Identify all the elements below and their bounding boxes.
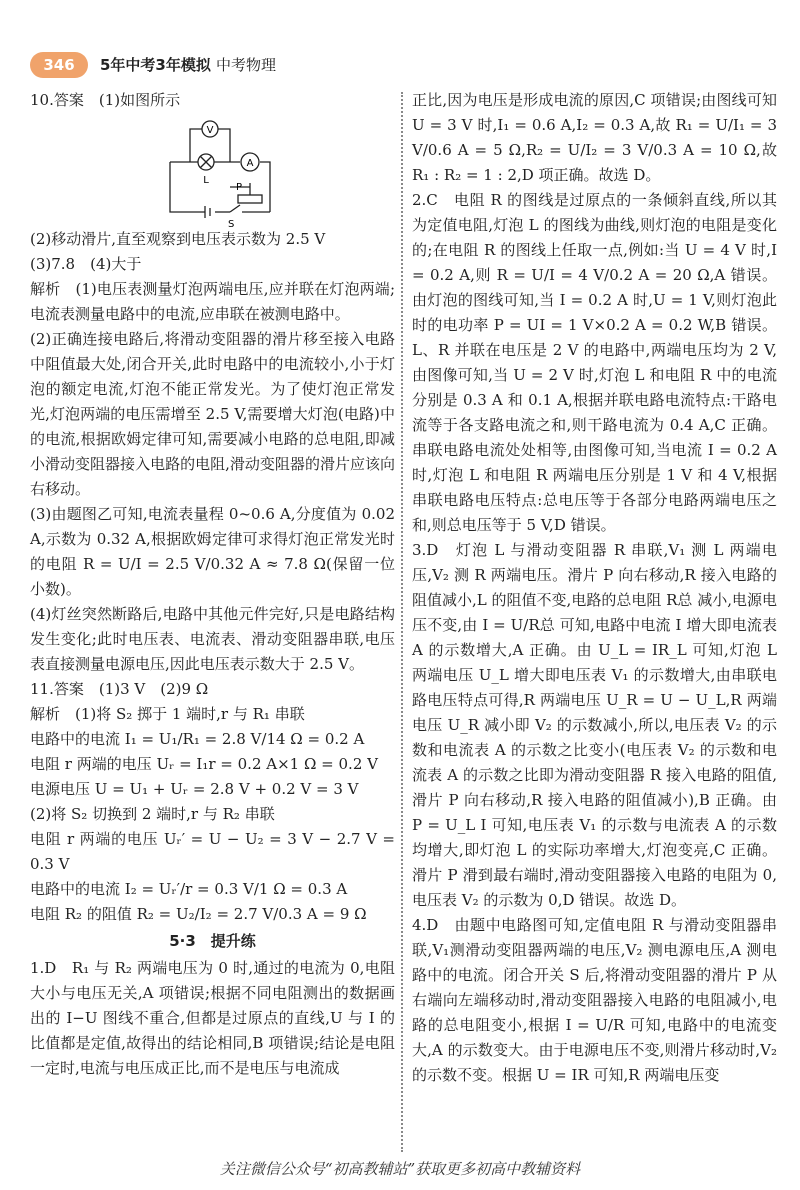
q1-continued: 正比,因为电压是形成电流的原因,C 项错误;由图线可知 U = 3 V 时,I₁ = 0.6 A,I₂ = 0.3 A,故 R₁ = U/I₁ = 3 V/0.6 A = 5 Ω,R₂ = U/I₂ = 3 V/0.3 A = 10 Ω,故 R₁ : R₂ = 1 : 2,D 项正确。故选 D。	[412, 91, 777, 184]
q11-analysis-1: 解析 (1)将 S₂ 掷于 1 端时,r 与 R₁ 串联	[30, 705, 305, 723]
ammeter-symbol: A	[246, 158, 254, 169]
q10-answer: 10.答案 (1)如图所示	[30, 91, 181, 109]
q4-answer: 4.D 由题中电路图可知,定值电阻 R 与滑动变阻器串联,V₁测滑动变阻器两端的电压,V₂ 测电源电压,A 测电路中的电流。闭合开关 S 后,将滑动变阻器的滑片 P 从右端向左端移动时,滑动变阻器接入电路的电阻减小,电路的总电阻变小,根据 I = U/R 可知,电路中的电流变大,A 的示数变大。由于电源电压不变,则滑片移动时,V₂ 的示数不变。根据 U = IR 可知,R 两端电压变	[412, 916, 777, 1084]
q11-line-current1: 电路中的电流 I₁ = U₁/R₁ = 2.8 V/14 Ω = 0.2 A	[30, 730, 365, 748]
column-divider	[401, 92, 403, 1152]
circuit-diagram	[160, 117, 280, 230]
q11-line-r2: 电阻 R₂ 的阻值 R₂ = U₂/I₂ = 2.7 V/0.3 A = 9 Ω	[30, 905, 367, 923]
q11-line-u: 电源电压 U = U₁ + Uᵣ = 2.8 V + 0.2 V = 3 V	[30, 780, 359, 798]
q11-analysis-2: (2)将 S₂ 切换到 2 端时,r 与 R₂ 串联	[30, 805, 275, 823]
q2-answer: 2.C 电阻 R 的图线是过原点的一条倾斜直线,所以其为定值电阻,灯泡 L 的图线为曲线,则灯泡的电阻是变化的;在电阻 R 的图线上任取一点,例如:当 U = 4 V 时,I = 0.2 A,则 R = U/I = 4 V/0.2 A = 20 Ω,A 错误。由灯泡的图线可知,当 I = 0.2 A 时,U = 1 V,则灯泡此时的电功率 P = UI = 1 V×0.2 A = 0.2 W,B 错误。L、R 并联在电压是 2 V 的电路中,两端电压均为 2 V,由图像可知,当 U = 2 V 时,灯泡 L 和电阻 R 中的电流分别是 0.3 A 和 0.1 A,根据并联电路电流特点:干路电流等于各支路电流之和,则干路电流为 0.4 A,C 正确。串联电路电流处处相等,由图像可知,当电流 I = 0.2 A 时,灯泡 L 和电阻 R 两端电压分别是 1 V 和 4 V,根据串联电路电压特点:总电压等于各部分电路两端电压之和,则总电压等于 5 V,D 错误。	[412, 191, 777, 534]
q10-analysis-3: (3)由题图乙可知,电流表量程 0~0.6 A,分度值为 0.02 A,示数为 0.32 A,根据欧姆定律可求得灯泡正常发光时的电阻 R = U/I = 2.5 V/0.32 A ≈ 7.8 Ω(保留一位小数)。	[30, 505, 395, 598]
page-number-badge: 346	[30, 52, 88, 78]
lamp-label: L	[203, 175, 209, 186]
q10-analysis-4: (4)灯丝突然断路后,电路中其他元件完好,只是电路结构发生变化;此时电压表、电流表、滑动变阻器串联,电压表直接测量电源电压,因此电压表示数大于 2.5 V。	[30, 605, 395, 673]
book-subject: 中考物理	[216, 56, 277, 74]
book-title: 5年中考3年模拟	[100, 56, 211, 74]
voltmeter-symbol: V	[206, 125, 214, 136]
q3-answer: 3.D 灯泡 L 与滑动变阻器 R 串联,V₁ 测 L 两端电压,V₂ 测 R 两端电压。滑片 P 向右移动,R 接入电路的阻值减小,L 的阻值不变,电路的总电阻 R总 减小,电源电压不变,由 I = U/R总 可知,电路中电流 I 增大即电流表 A 的示数增大,A 正确。由 U_L = IR_L 可知,灯泡 L 两端电压 U_L 增大即电压表 V₁ 的示数增大,由串联电路电压特点可得,R 两端电压 U_R = U − U_L,R 两端电压 U_R 减小即 V₂ 的示数减小,所以,电压表 V₂ 的示数和电流表 A 的示数之比变小(电压表 V₂ 的示数和电流表 A 的示数之比即为滑动变阻器 R 接入电路的阻值,滑片 P 向右移动,R 接入电路的阻值减小),B 正确。由 P = U_L I 可知,电压表 V₁ 的示数与电流表 A 的示数均增大,即灯泡 L 的实际功率增大,灯泡变亮,C 正确。滑片 P 滑到最右端时,滑动变阻器接入电路的电阻为 0,电压表 V₂ 的示数为 0,D 错误。故选 D。	[412, 541, 777, 909]
q11-line-current2: 电路中的电流 I₂ = Uᵣ′/r = 0.3 V/1 Ω = 0.3 A	[30, 880, 348, 898]
slider-label: P	[236, 182, 243, 193]
q10-part34: (3)7.8 (4)大于	[30, 255, 142, 273]
q11-line-ur2: 电阻 r 两端的电压 Uᵣ′ = U − U₂ = 3 V − 2.7 V = 0.3 V	[30, 830, 395, 873]
section-title: 5·3 提升练	[169, 932, 256, 950]
page-header	[0, 0, 800, 100]
q1-answer: 1.D R₁ 与 R₂ 两端电压为 0 时,通过的电流为 0,电阻大小与电压无关,A 项错误;根据不同电阻测出的数据画出的 I−U 图线不重合,但都是过原点的直线,U 与 I 的比值都是定值,故得出的结论相同,B 项错误;结论是电阻一定时,电流与电压成正比,而不是电压与电流成	[30, 959, 395, 1077]
footer-note: 关注微信公众号“初高教辅站”获取更多初高中教辅资料	[219, 1160, 581, 1178]
q10-analysis-2: (2)正确连接电路后,将滑动变阻器的滑片移至接入电路中阻值最大处,闭合开关,此时电路中的电流较小,小于灯泡的额定电流,灯泡不能正常发光。为了使灯泡正常发光,灯泡两端的电压需增至 2.5 V,需要增大灯泡(电路)中的电流,根据欧姆定律可知,需要减小电路的总电阻,即减小滑动变阻器接入电路的电阻,滑动变阻器的滑片应该向右移动。	[30, 330, 395, 498]
q11-line-ur: 电阻 r 两端的电压 Uᵣ = I₁r = 0.2 A×1 Ω = 0.2 V	[30, 755, 378, 773]
q10-analysis-1: 解析 (1)电压表测量灯泡两端电压,应并联在灯泡两端;电流表测量电路中的电流,应串联在被测电路中。	[30, 280, 395, 323]
q11-answer: 11.答案 (1)3 V (2)9 Ω	[30, 680, 209, 698]
left-column	[30, 88, 395, 1081]
q10-part2: (2)移动滑片,直至观察到电压表示数为 2.5 V	[30, 230, 326, 248]
right-column	[412, 88, 777, 1088]
switch-label: S	[228, 219, 235, 230]
